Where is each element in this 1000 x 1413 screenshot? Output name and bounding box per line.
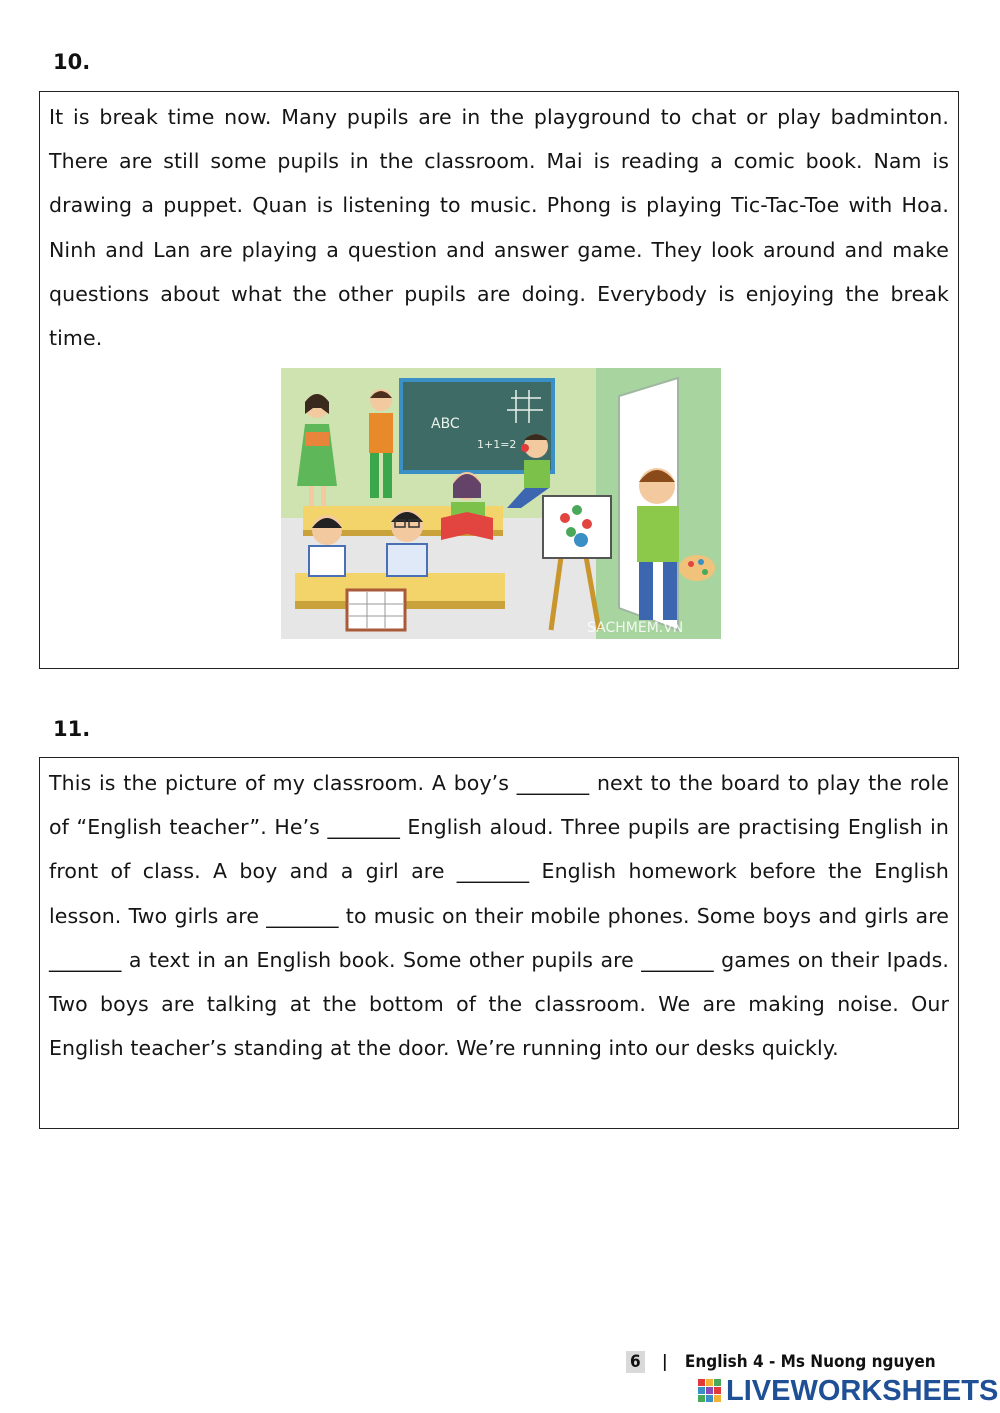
question-10-box bbox=[39, 91, 959, 669]
liveworksheets-logo[interactable] bbox=[698, 1376, 998, 1406]
palette bbox=[679, 555, 715, 581]
footer-separator: | bbox=[661, 1352, 668, 1372]
question-10-number: 10. bbox=[53, 50, 91, 74]
girl-front-shirt bbox=[309, 546, 345, 576]
board-abc: ABC bbox=[431, 416, 460, 432]
question-11-box bbox=[39, 757, 959, 1129]
page-number: 6 bbox=[626, 1351, 645, 1373]
question-10-passage: It is break time now. Many pupils are in the playground to chat or play badminton. There are still some pupils in the classroom. Mai is reading a comic book. Nam is drawing a puppet. Quan is listening to music. Phong is playing Tic-Tac-Toe with Hoa. Ninh and Lan are playing a question and answer game. They look around and make questions about what the other pupils are doing. Everybody is enjoying the break time. bbox=[49, 105, 949, 351]
question-11-number: 11. bbox=[53, 717, 91, 741]
board-sum: 1+1=2 bbox=[477, 438, 517, 451]
boy-front-shirt bbox=[387, 544, 427, 576]
liveworksheets-brand: LIVEWORKSHEETS bbox=[726, 1374, 999, 1407]
liveworksheets-logo-icon bbox=[698, 1379, 722, 1403]
painting-boy-shirt bbox=[637, 506, 679, 562]
course-title: English 4 - Ms Nuong nguyen bbox=[684, 1352, 936, 1372]
image-watermark: SACHMEM.VN bbox=[587, 620, 684, 636]
blackboard bbox=[401, 380, 553, 472]
question-11-passage: This is the picture of my classroom. A boy’s _______ next to the board to play the role of “English teacher”. He’s _______ English aloud. Three pupils are practising English in front of class. A boy and a girl are _______ English homework before the English lesson. Two girls are _______ to music on their mobile phones. Some boys and girls are _______ a text in an English book. Some other pupils are _______ games on their Ipads. Two boys are talking at the bottom of the classroom. We are making noise. Our English teacher’s standing at the door. We’re running into our desks quickly. bbox=[49, 771, 949, 1061]
classroom-illustration bbox=[281, 368, 721, 639]
listening-boy-shirt bbox=[524, 460, 550, 488]
tictactoe-board bbox=[347, 590, 405, 630]
boy-shirt bbox=[369, 413, 393, 453]
page-footer bbox=[626, 1352, 936, 1372]
